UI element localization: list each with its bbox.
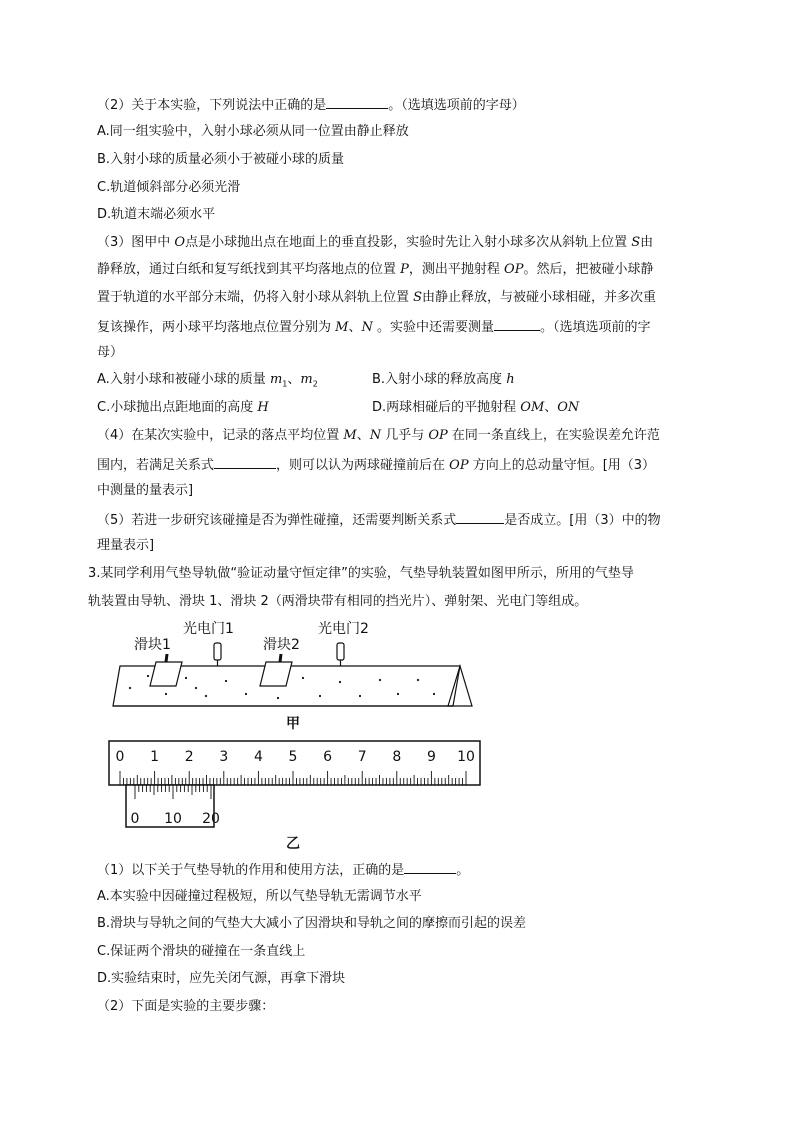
q3-option-b: B.入射小球的释放高度 h [372,372,515,387]
vernier-caliper-figure [108,740,483,830]
vernier-scale-label: 20 [202,811,220,827]
q3-line-1: （3）图甲中 O点是小球抛出点在地面上的垂直投影，实验时先让入射小球多次从斜轨上位置 S由 [97,235,654,250]
q4-line-2: 围内，若满足关系式 ，则可以认为两球碰撞前后在 OP 方向上的总动量守恒。[用（3） [97,458,656,473]
main-scale-label: 3 [219,749,229,765]
gate2-label: 光电门2 [318,621,369,637]
gate1-label: 光电门1 [183,621,234,637]
answer-blank[interactable] [494,318,540,331]
p3q1-option-d: D.实验结束时，应先关闭气源，再拿下滑块 [97,971,346,986]
q3-line-4: 复该操作，两小球平均落地点位置分别为 M、N 。实验中还需要测量 。（选填选项前的字 [97,320,651,335]
answer-blank[interactable] [404,861,456,874]
slider1-label: 滑块1 [134,637,171,653]
q4-line-1: （4）在某次实验中，记录的落点平均位置 M、N 几乎与 OP 在同一条直线上，在实验误差允许范 [97,428,660,443]
main-scale-label: 9 [426,749,436,765]
q3-line-2: 静释放，通过白纸和复写纸找到其平均落地点的位置 P，测出平抛射程 OP。然后，把被碰小球静 [97,262,654,277]
p3q1-stem: （1）以下关于气垫导轨的作用和使用方法，正确的是 。 [97,863,470,878]
answer-blank[interactable] [326,96,388,109]
slider-1 [150,654,182,686]
q2-option-b: B.入射小球的质量必须小于被碰小球的质量 [97,152,345,167]
q5-line-1: （5）若进一步研究该碰撞是否为弹性碰撞，还需要判断关系式 是否成立。[用（3）中的物 [97,513,661,528]
main-scale-label: 5 [288,749,298,765]
main-scale-label: 7 [357,749,367,765]
p3q2-stem: （2）下面是实验的主要步骤： [97,999,275,1014]
q2-option-a: A.同一组实验中，入射小球必须从同一位置由静止释放 [97,124,409,139]
main-scale-label: 8 [392,749,402,765]
slider2-label: 滑块2 [263,637,300,653]
slider-2 [260,654,292,686]
p3q1-option-c: C.保证两个滑块的碰撞在一条直线上 [97,944,306,959]
photogate-1 [214,643,221,666]
answer-blank[interactable] [456,511,504,524]
q3-option-c: C.小球抛出点距地面的高度 H [97,400,269,415]
figure-yi-caption: 乙 [286,836,300,852]
figure-jia-caption: 甲 [286,716,300,732]
vernier-scale-label: 0 [130,811,140,827]
main-scale-label: 1 [150,749,160,765]
q2-option-d: D.轨道末端必须水平 [97,207,216,222]
q5-line-2: 理量表示] [97,538,155,553]
q3-line-5: 母） [97,345,124,360]
q3-line-3: 置于轨道的水平部分末端，仍将入射小球从斜轨上位置 S由静止释放，与被碰小球相碰，并多次重 [97,290,657,305]
answer-blank[interactable] [214,456,276,469]
main-scale-label: 2 [184,749,194,765]
photogate-2 [337,643,344,666]
q3-option-d: D.两球相碰后的平抛射程 OM、ON [372,400,580,415]
q2-stem: （2）关于本实验，下列说法中正确的是 。（选填选项前的字母） [97,98,525,113]
q3-options-row-1 [97,372,697,393]
vernier-scale-label: 10 [164,811,182,827]
p3-line-1: 3.某同学利用气垫导轨做“验证动量守恒定律”的实验，气垫导轨装置如图甲所示，所用的气垫导 [88,566,634,581]
q4-line-3: 中测量的量表示] [97,483,194,498]
main-scale-label: 0 [115,749,125,765]
main-scale-label: 10 [457,749,475,765]
q3-options-row-2 [97,400,697,416]
p3q1-option-b: B.滑块与导轨之间的气垫大大减小了因滑块和导轨之间的摩擦而引起的误差 [97,916,527,931]
p3q1-option-a: A.本实验中因碰撞过程极短，所以气垫导轨无需调节水平 [97,889,422,904]
main-scale-label: 4 [253,749,263,765]
q3-option-a: A.入射小球和被碰小球的质量 $m_1$、$m_2$ [97,372,318,389]
p3-line-2: 轨装置由导轨、滑块 1、滑块 2（两滑块带有相同的挡光片）、弹射架、光电门等组成。 [88,594,588,609]
main-scale-label: 6 [323,749,333,765]
q2-option-c: C.轨道倾斜部分必须光滑 [97,180,241,195]
